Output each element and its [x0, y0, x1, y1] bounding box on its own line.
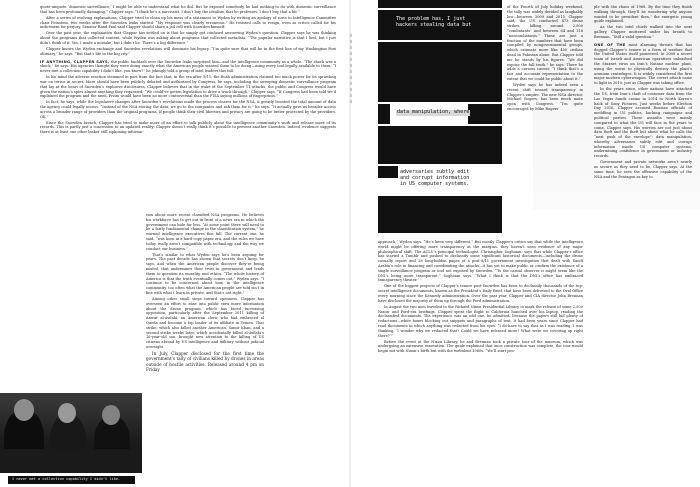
paragraph: Since the Snowden breach, Clapper has tried to make more of an effort to talk publicly about the intelligence community’s work and release more of its records. This is partly just a concession to an updated reality: Clapper doesn’t really think it’s possible to prevent another Snowden. Indeed, evidence suggests there is at least one other leaker still siphoning informa-: [40, 120, 336, 135]
redaction-bar: [378, 166, 398, 178]
right-column-3b: [378, 240, 583, 355]
section-paragraph: [594, 43, 692, 86]
right-column-4: [594, 5, 692, 181]
section-lede: ONE OF THE: [594, 42, 626, 47]
paragraph: of the Fourth of July holiday weekend, the tally was widely derided as laughably low—between 2009 and 2015, Clapper said, the US conducted 473 drone strikes, killing around 2,500 “combatants” and between 64 and 116 “noncombatants.” These are just a fraction of the numbers that have been compiled by nongovernmental groups, which estimate more like 450 civilian dead in Pakistan alone. But Clapper told me he stands by his figures. “We did expose the full truth,” he says. There he adds a curious caveat: “I think that’s a fair and accurate representation to the extent that we could be public about it.”: [507, 5, 583, 81]
right-column-3: [507, 5, 583, 113]
redaction-bar: [378, 196, 502, 233]
highlighted-line: data manipulation, where: [397, 109, 470, 115]
photo-caption-strip: [8, 476, 135, 484]
document-line: adversaries subtly edit: [400, 169, 470, 175]
left-column-2: [146, 213, 264, 374]
paragraph: quote-unquote ‘domestic surveillance,’ I might be able to understand what he did. But he exposed somebody he had nothing to do with domestic surveillance that has been profoundly damaging,” Clapper says. “I think he’s a narcissist. I don’t buy the idealism that he professes. I don’t buy that a bit.”: [40, 5, 336, 14]
paragraph: As the two intel chiefs walked into the next gallery, Clapper muttered under his breath to Brennan, “Still a valid question.”: [594, 25, 692, 39]
paragraph: Over the past year, the explanation that Clapper has settled on is that he simply got confused answering Wyden’s question. Clapper says he was thinking about the programs that collected content, while Wyden was asking about programs that collected metadata. “The popular narrative is that I lied, but I just didn’t think of it. Yes, I made a mistake, but I didn’t lie. There’s a big difference.”: [40, 31, 336, 45]
redacted-line: The problem has, I just: [396, 16, 466, 22]
redaction-bar: [378, 42, 502, 102]
redaction-bar: [378, 126, 502, 164]
paragraph: Government and private networks aren’t nearly as secure as they need to be, Clapper says. At the same time, he sees the offensive capability of the NSA and the Pentagon as key to: [594, 160, 692, 179]
section-lede: IF ANYTHING, CLAPPER SAYS,: [40, 59, 110, 64]
paragraph: After a series of evolving explanations, Clapper tried to clean up his mess of a statement to Wyden by writing an apology of sorts to Intelligence Committee chair Feinstein, two weeks after the Snowden leaks started: “My response was clearly erroneous.” He resisted calls to resign, even as critics called for his indictment for perjury. Senator Rand Paul said Clapper should share a jail cell with Snowden himself.: [40, 15, 336, 30]
paragraph: In the years since, other nations have attacked the US, from Iran’s theft of customer data from the Las Vegas Sands casino in 2014 to North Korea’s hack of Sony Pictures. Just weeks before Election Day 2016, Clapper accused Russian officials of meddling in US politics, hacking campaigns and political parties. These assaults were mainly compared to what the US will face in the years to come, Clapper says. His worries are not just about data theft and the theft but about what he calls the “next push of the envelope”: data manipulation, whereby adversaries subtly edit and corrupt information inside US computer systems, undermining confidence in government or industry records.: [594, 87, 692, 159]
paragraph: Among other small steps toward openness, Clapper has overseen an effort to ease into public view more information about the drone program, which has faced increasing opposition, particularly after the September 2011 killing of Anwar al-Awlaki, an American cleric who had embraced al Qaeda and become a top leader of its affiliate in Yemen. That strike, which also killed another American, Samir Khan, and a second strike weeks later, which accidentally killed al-Awlaki’s 16-year-old son, brought new attention to the killing of US citizens abroad by US intelligence and military without judicial oversight.: [146, 296, 264, 349]
hearing-photo: [0, 393, 142, 473]
section-paragraph: [40, 60, 336, 74]
redaction-bar: [468, 104, 502, 124]
left-column-1: [40, 5, 336, 136]
redaction-bar: [378, 104, 390, 124]
paragraph: Wyden says he has indeed seen a recent shift toward transparency in Clapper’s empire. The new NSA director, Michael Rogers, has been much more open with Congress. “I’m quite encouraged by Mike Rogers’: [507, 82, 583, 111]
paragraph: In July, Clapper disclosed for the first time the government’s tally of civilians killed by drones in areas outside of hostile activities. Released around 4 pm on Friday: [146, 350, 264, 373]
paragraph: ple with the chaos of 1968. By the time they finish walking through, they’ll be wondering why anyone wanted to be president then,” the energetic young guide explained.: [594, 5, 692, 24]
paragraph-text: the public backlash over the Snowden leaks surprised him—and the intelligence community as a whole. “The shock was a shock,” he says. His agencies thought they were doing exactly what the American people wanted them to be doing—using every tool legally available to them. “I never met a collection capability I didn’t like, you know?” he jokingly told a group of intel leaders this fall.: [40, 59, 336, 74]
paragraph: Before the event at the Nixon Library, he and Brennan took a private tour of the museum, which was undergoing an extensive renovation. The guide explained that once construction was complete, the tour would begin not with Nixon’s birth but with the turbulent 1960s. “We’ll start peo-: [378, 339, 583, 354]
paragraph-text: most alarming threats that has dogged Clapper’s tenure is a form of warfare that the United States itself pioneered. In 2008 a secret team of Israeli and American operatives unleashed the Stuxnet virus on Iran’s Natanz nuclear plant, using the worm to physically destroy the plant’s uranium centrifuges. It is widely considered the first major modern cyberweapon. The covert attack came to light in 2010, just as Clapper was taking office.: [594, 42, 692, 86]
paragraph: In fact, he says, while the legislative changes after Snowden’s revelations made the process clearer for the NSA, it greatly boosted the total amount of data the agency could legally access. “Instead of the NSA storing the data, we go to the companies and ask them for it,” he says. “It actually gave us broader access across a broader range of providers than the original programs. If people think their civil liberties and privacy are going to be better protected by the providers, OK.”: [40, 100, 336, 119]
paragraph: In August the two men traveled to the Richard Nixon Presidential Library to mark the release of some 2,500 Nixon- and Ford-era briefings. Clapper spent the flight to California hunched over his laptop, reading the declassified documents. The experience was an odd one, he admitted, because the papers still bid plenty of redactions—white boxes blocking out snippets and paragraphs of text. It had been years since Clapper had read documents in which anything was redacted from his eyes. “I do have to say that as I was reading, I was thinking, ‘I wonder why we redacted that? Could we have released more? What were we covering up right there?’”: [378, 304, 583, 338]
paragraph: One of the biggest projects of Clapper’s tenure post-Snowden has been to declassify thousands of the top-secret intelligence documents, known as the President’s Daily Brief, that have been delivered to the Oval Office every morning since the Kennedy administration. Over the past year, Clapper and CIA director John Brennan have disclosed the majority of them up through the Ford administration.: [378, 284, 583, 303]
paragraph: approach,” Wyden says. “He’s been very different.” But mostly Clapper’s critics say that while the intelligence world might be offering more transparency at the margins, they haven’t seen evidence of any major philosophical shift. The ACLU’s principal technologist, Christopher Soghoian, says that while Clapper’s office has started a Tumblr and pushed to declassify some significant historical documents—including the drone casualty report and 28 long-hidden pages of a post-9/11 government investigation that dealt with Saudi Arabia’s role in financing and coordinating the attacks—it has yet to make public or confirm the existence of a single surveillance program or tool not exposed by Snowden. “To the casual observer it might seem like the DNI’s being more transparent,” Soghoian says. “What I think is that the DNI’s office has embraced transparency theater.”: [378, 240, 583, 283]
redaction-bar: [378, 0, 502, 8]
redacted-line: hackers stealing data but: [396, 22, 472, 28]
redacted-document-graphic: [378, 0, 502, 233]
document-line: in US computer systems.: [400, 181, 470, 187]
photo-caption: I never met a collection capability I didn’t like.: [12, 477, 121, 481]
paragraph: tion about more recent classified NSA programs. He believes his workforce has to get out in front of a news era in which the government can hide far less. “At some point there will need to be a fairly fundamental change in the classification system,” he warned intelligence executives this fall. The current one, he said, “was born in a hard-copy paper era, and the rules we have today really aren’t compatible with technology and the way we conduct our business.”: [146, 213, 264, 251]
paragraph: In his mind the adverse reaction stemmed in part from the fact that, in the era after 9/11, the Bush administration claimed too much power for its sprawling war on terror in secret. More should have been publicly debated and authorized by Congress, he says, including the sweeping domestic surveillance program that lay at the heart of Snowden’s explosive disclosures. Clapper believes that in the wake of the September 11 attacks, the public and Congress would have given the nation’s spies almost anything they requested. “We could’ve gotten legislation to drive a truck through,” Clapper says. “If Congress had been told we’d explained the program and the need, Prism would have been no more controversial than the FISA saying millions of fingerprints.”: [40, 75, 336, 99]
paragraph: Clapper knows the Wyden exchange and Snowden revelations will dominate his legacy. “I’m quite sure that will be in the first line of my Washington Post obituary,” he says. “But that’s life in the big city.”: [40, 46, 336, 56]
document-line: and corrupt information: [400, 175, 470, 181]
dash-ornament: [346, 34, 356, 104]
paragraph: That’s similar to what Wyden says he’s been arguing for years. The past decade has shown that secrets don’t keep, he says, and when the American people discover they’re being misled, that undermines their trust in government and leads them to question its morality and ethics. “The whole history of America is that the truth eventually comes out,” Wyden says. “I continue to be concerned about how, in the intelligence community, too often what the American people are told isn’t in line with what I learn in private, and that’s not right.”: [146, 252, 264, 295]
